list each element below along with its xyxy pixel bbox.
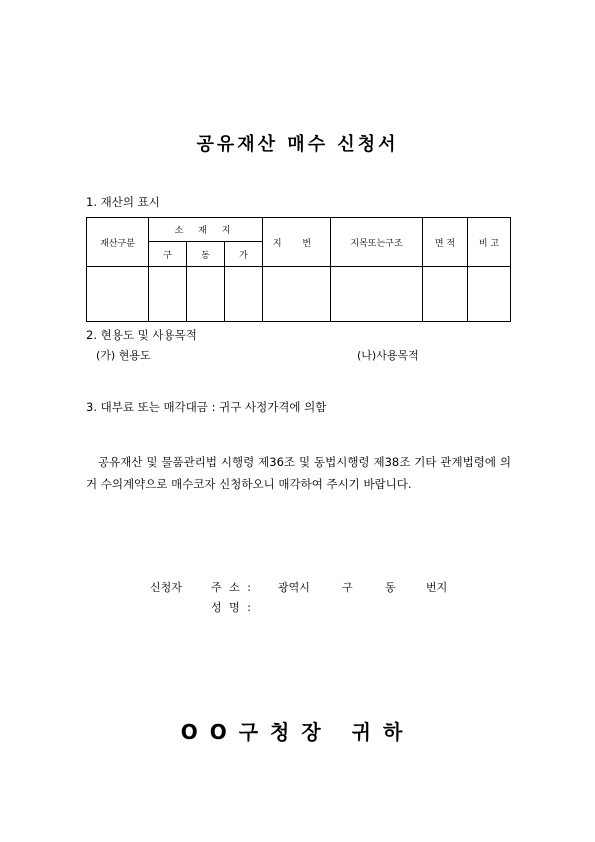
section1-heading: 1. 재산의 표시 [86,195,160,209]
applicant-label: 신청자 [150,581,182,594]
header-remarks: 비 고 [468,218,511,267]
header-property-type: 재산구분 [87,218,149,267]
cell-lot-number[interactable] [263,267,331,322]
cell-land-category[interactable] [331,267,423,322]
subheader-gu: 구 [149,242,187,267]
address-city: 광역시 [278,581,310,594]
address-lot: 번지 [426,581,448,594]
purpose-label: (나)사용목적 [357,349,419,362]
current-use-label: (가) 현용도 [96,349,151,362]
cell-area[interactable] [423,267,468,322]
subheader-ga: 가 [225,242,263,267]
section2-heading: 2. 현용도 및 사용목적 [86,328,197,342]
cell-dong[interactable] [187,267,225,322]
section3-heading: 3. 대부료 또는 매각대금 : 귀구 사정가격에 의함 [86,400,327,414]
header-land-category: 지목또는구조 [331,218,423,267]
address-label: 주 소 : [211,581,253,594]
table-row [87,267,511,322]
cell-ga[interactable] [225,267,263,322]
request-body-text: 공유재산 및 물품관리법 시행령 제36조 및 동법시행령 제38조 기타 관계법령에 의거 수의계약으로 매수코자 신청하오니 매각하여 주시기 바랍니다. [86,455,511,491]
cell-gu[interactable] [149,267,187,322]
header-lot-number: 지 번 [263,218,331,267]
name-label: 성 명 : [211,601,253,614]
cell-remarks[interactable] [468,267,511,322]
header-area: 면 적 [423,218,468,267]
header-location: 소 재 지 [149,218,263,242]
address-gu: 구 [342,581,353,594]
subheader-dong: 동 [187,242,225,267]
recipient-line: OO구청장 귀하 [180,720,415,744]
property-table [86,217,511,322]
address-dong: 동 [385,581,396,594]
request-body [86,451,511,495]
cell-property-type[interactable] [87,267,149,322]
document-title: 공유재산 매수 신청서 [196,134,399,155]
